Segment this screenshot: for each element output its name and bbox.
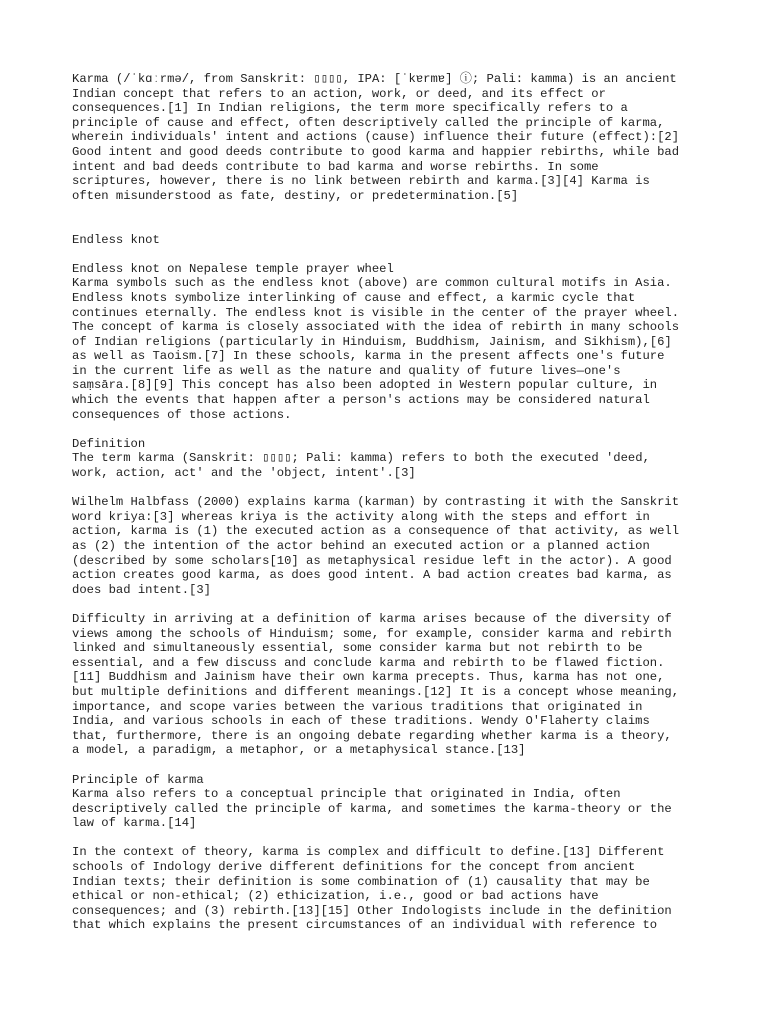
text-line: scriptures, however, there is no link between rebirth and karma.[3][4] Karma is — [72, 174, 650, 189]
text-line: [11] Buddhism and Jainism have their own karma precepts. Thus, karma has not one, — [72, 670, 665, 685]
text-line: In the context of theory, karma is complex and difficult to define.[13] Different — [72, 845, 665, 860]
spacer — [72, 758, 712, 773]
text-line: The term karma (Sanskrit: ▯▯▯▯; Pali: kamma) refers to both the executed 'deed, — [72, 451, 650, 466]
text-line: The concept of karma is closely associated with the idea of rebirth in many schools — [72, 320, 680, 335]
text-line: principle of cause and effect, often descriptively called the principle of karma, — [72, 115, 665, 130]
text-line: a model, a paradigm, a metaphor, or a metaphysical stance.[13] — [72, 743, 526, 758]
text-line: Wilhelm Halbfass (2000) explains karma (karman) by contrasting it with the Sanskrit — [72, 495, 680, 510]
text-line: saṃsāra.[8][9] This concept has also been adopted in Western popular culture, in — [72, 378, 658, 393]
text-line: essential, and a few discuss and conclude karma and rebirth to be flawed fiction. — [72, 655, 665, 670]
halbfass-paragraph — [72, 495, 712, 597]
intro-paragraph — [72, 72, 712, 203]
text-line: consequences of those actions. — [72, 407, 292, 422]
definition-section — [72, 437, 712, 481]
text-line: importance, and scope varies between the various traditions that originated in — [72, 699, 643, 714]
endless-knot-paragraph — [72, 262, 712, 423]
text-line: but multiple definitions and different meanings.[12] It is a concept whose meaning, — [72, 684, 680, 699]
text-line: (described by some scholars[10] as metaphysical residue left in the actor). A good — [72, 553, 672, 568]
text-line: continues eternally. The endless knot is visible in the center of the prayer wheel. — [72, 305, 680, 320]
spacer — [72, 831, 712, 846]
spacer — [72, 597, 712, 612]
section-heading: Definition — [72, 436, 146, 451]
text-line: does bad intent.[3] — [72, 582, 211, 597]
text-line: often misunderstood as fate, destiny, or predetermination.[5] — [72, 188, 519, 203]
text-line: descriptively called the principle of karma, and sometimes the karma-theory or the — [72, 801, 672, 816]
text-line: Indian concept that refers to an action, work, or deed, and its effect or — [72, 86, 606, 101]
text-line: as (2) the intention of the actor behind an executed action or a planned action — [72, 539, 650, 553]
text-line: that which explains the present circumstances of an individual with reference to — [72, 918, 658, 933]
text-line: consequences; and (3) rebirth.[13][15] Other Indologists include in the definition — [72, 903, 672, 918]
spacer — [72, 481, 712, 496]
text-line: schools of Indology derive different definitions for the concept from ancient — [72, 860, 636, 875]
text-line: that, furthermore, there is an ongoing debate regarding whether karma is a theory, — [72, 728, 672, 743]
theory-paragraph — [72, 845, 712, 933]
spacer — [72, 203, 712, 232]
section-heading: Endless knot — [72, 232, 160, 247]
image-caption: Endless knot on Nepalese temple prayer wheel — [72, 261, 394, 276]
section-heading: Principle of karma — [72, 772, 204, 787]
text-line: Karma (/ˈkɑːrmə/, from Sanskrit: ▯▯▯▯, IPA: [ˈkɐrmɐ] ⓘ; Pali: kamma) is an ancient — [72, 72, 677, 86]
text-line: Endless knots symbolize interlinking of cause and effect, a karmic cycle that — [72, 290, 636, 305]
spacer — [72, 422, 712, 437]
image-caption-heading — [72, 233, 712, 248]
text-line: Difficulty in arriving at a definition of karma arises because of the diversity of — [72, 611, 672, 626]
text-line: linked and simultaneously essential, some consider karma but not rebirth to be — [72, 641, 643, 656]
difficulty-paragraph — [72, 612, 712, 758]
text-line: Indian texts; their definition is some combination of (1) causality that may be — [72, 874, 650, 889]
text-line: views among the schools of Hinduism; some, for example, consider karma and rebirth — [72, 626, 672, 641]
spacer — [72, 247, 712, 262]
text-line: Karma also refers to a conceptual principle that originated in India, often — [72, 787, 621, 802]
text-line: action, karma is (1) the executed action as a consequence of that activity, as well — [72, 524, 680, 539]
text-line: work, action, act' and the 'object, intent'.[3] — [72, 466, 416, 481]
text-line: consequences.[1] In Indian religions, the term more specifically refers to a — [72, 101, 628, 116]
text-line: Good intent and good deeds contribute to good karma and happier rebirths, while bad — [72, 144, 680, 159]
text-line: law of karma.[14] — [72, 816, 197, 831]
text-line: as well as Taoism.[7] In these schools, karma in the present affects one's future — [72, 349, 665, 364]
text-line: of Indian religions (particularly in Hinduism, Buddhism, Jainism, and Sikhism),[6] — [72, 334, 672, 349]
text-line: Karma symbols such as the endless knot (above) are common cultural motifs in Asia. — [72, 276, 672, 291]
text-line: ethical or non-ethical; (2) ethicization, i.e., good or bad actions have — [72, 889, 599, 904]
text-line: word kriya:[3] whereas kriya is the activity along with the steps and effort in — [72, 509, 650, 524]
text-line: wherein individuals' intent and actions (cause) influence their future (effect):[2] — [72, 130, 680, 145]
text-line: action creates good karma, as does good intent. A bad action creates bad karma, as — [72, 568, 672, 583]
text-line: India, and various schools in each of these traditions. Wendy O'Flaherty claims — [72, 714, 650, 729]
document-page — [72, 72, 712, 933]
text-line: intent and bad deeds contribute to bad karma and worse rebirths. In some — [72, 159, 599, 174]
principle-section — [72, 773, 712, 831]
text-line: in the current life as well as the nature and quality of future lives—one's — [72, 363, 621, 378]
text-line: which the events that happen after a person's actions may be considered natural — [72, 393, 650, 408]
